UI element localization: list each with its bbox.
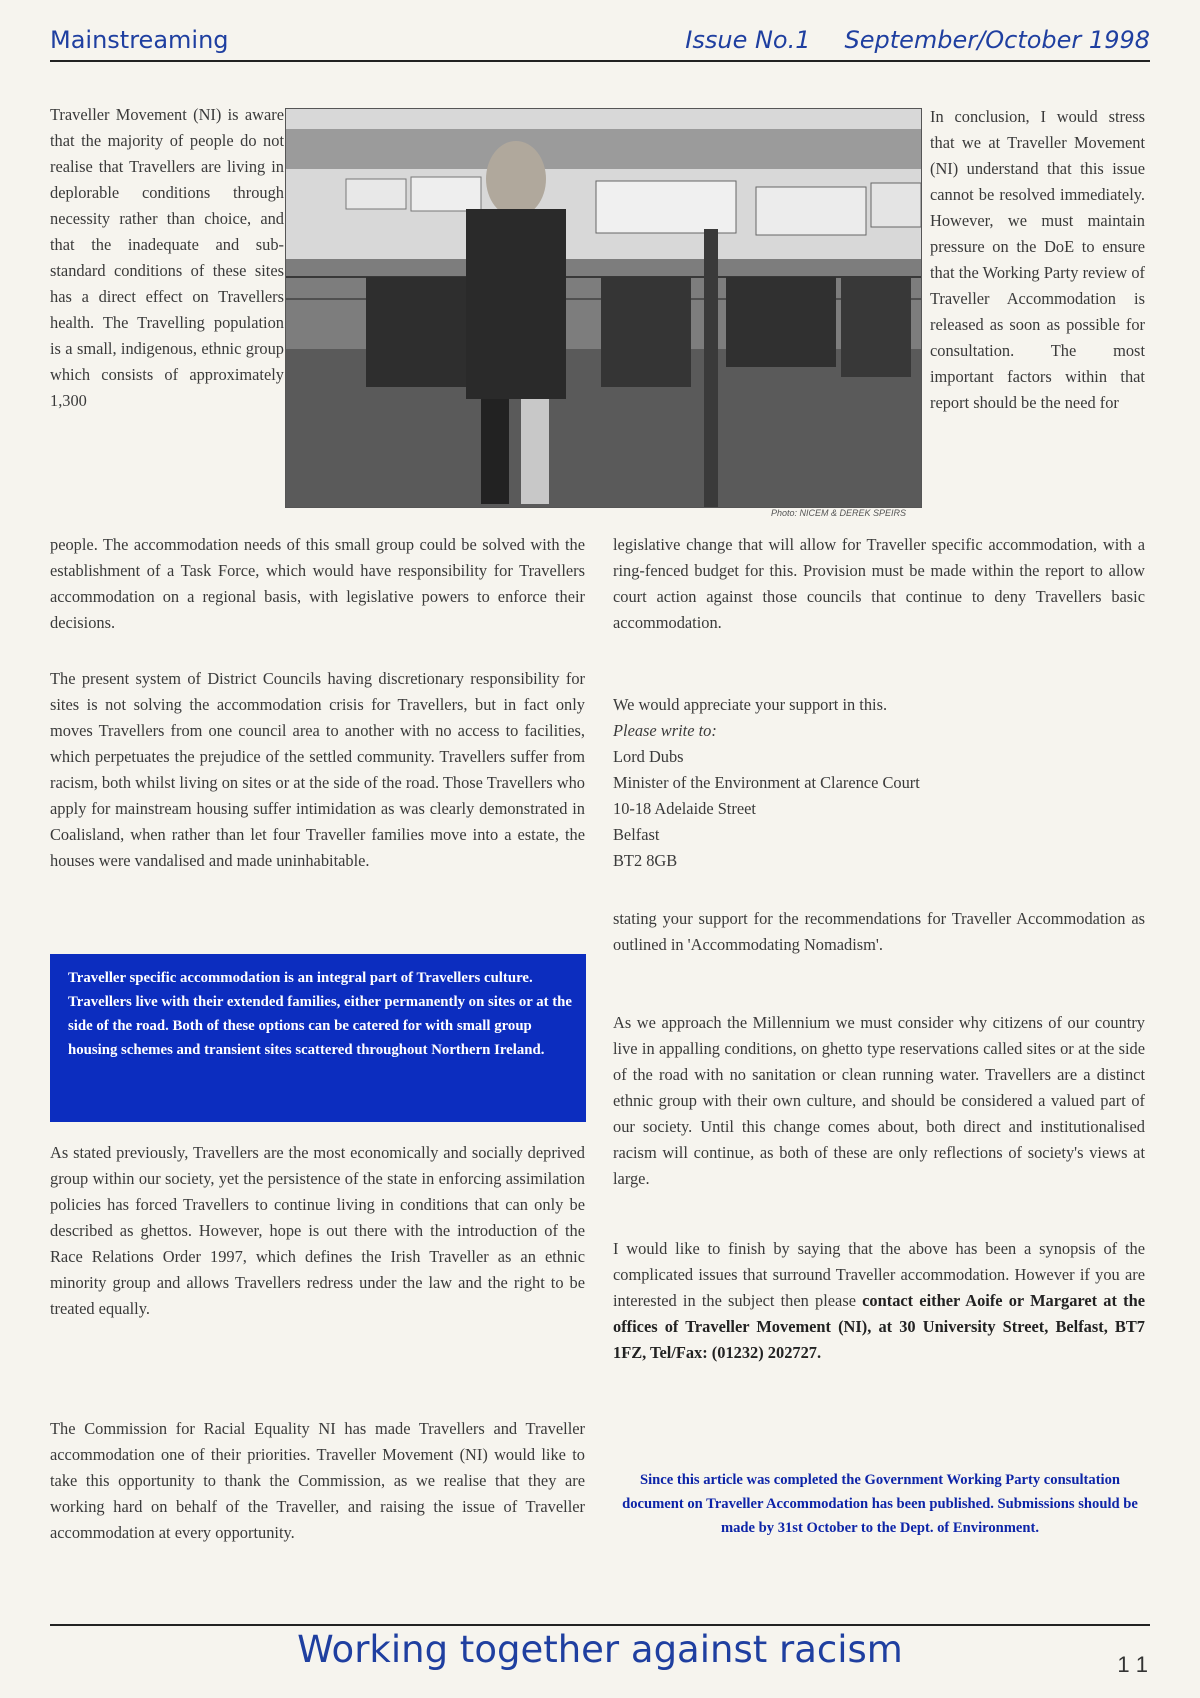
- address-line: 10-18 Adelaide Street: [613, 799, 756, 818]
- highlight-box: [50, 954, 586, 1122]
- commission-paragraph: The Commission for Racial Equality NI has made Travellers and Traveller accommodation one of their priorities. Traveller Movement (NI) would like to take this opportunity to thank the Commission, as we realise that they are working hard on behalf of the Traveller, and raising the issue of Traveller accommodation at every opportunity.: [50, 1419, 585, 1542]
- issue-date: September/October 1998: [844, 26, 1150, 54]
- footer-slogan: Working together against racism: [297, 1628, 903, 1671]
- address-line: Belfast: [613, 825, 660, 844]
- photo-caption: Photo: NICEM & DEREK SPEIRS: [770, 508, 906, 518]
- address-line: Lord Dubs: [613, 747, 684, 766]
- support-paragraph: stating your support for the recommendations for Traveller Accommodation as outlined in 'Accommodating Nomadism'.: [613, 909, 1145, 954]
- photo-illustration: [286, 109, 921, 507]
- write-to-line: Please write to:: [613, 721, 717, 740]
- address-block: [613, 692, 1145, 874]
- intro-left-continuation: people. The accommodation needs of this small group could be solved with the establishment of a Task Force, which would have responsibility for Travellers accommodation on a regional basis, with legislative powers to enforce their decisions.: [50, 535, 585, 632]
- page-header: [50, 22, 1150, 62]
- address-line: Minister of the Environment at Clarence Court: [613, 773, 920, 792]
- intro-left-text: Traveller Movement (NI) is aware that the majority of people do not realise that Travellers are living in deplorable conditions through necessity rather than choice, and that the inadequate and sub-standard conditions of these sites has a direct effect on Travellers health. The Travelling population is a small, indigenous, ethnic group which consists of approximately 1,300: [50, 105, 284, 410]
- page-number: 1 1: [1117, 1652, 1148, 1677]
- section-title: Mainstreaming: [50, 26, 229, 54]
- traveller-site-photo: [285, 108, 922, 508]
- issue-number: Issue No.1: [685, 26, 811, 54]
- highlight-text: Traveller specific accommodation is an integral part of Travellers culture. Travellers live with their extended families, either permanently on sites or at the side of the road. Both of these options can be catered for with small group housing schemes and transient sites scattered throughout Northern Ireland.: [68, 970, 572, 1058]
- footer-divider: [50, 1624, 1150, 1626]
- intro-right-text: In conclusion, I would stress that we at Traveller Movement (NI) understand that this issue cannot be resolved immediately. However, we must maintain pressure on the DoE to ensure that the Working Party review of Traveller Accommodation is released as soon as possible for consultation. The most important factors within that report should be the need for: [930, 107, 1145, 412]
- race-relations-paragraph: As stated previously, Travellers are the most economically and socially deprived group within our society, yet the persistence of the state in enforcing assimilation policies has forced Travellers to continue living in conditions that can only be described as ghettos. However, hope is out there with the introduction of the Race Relations Order 1997, which defines the Irish Traveller as an ethnic minority group and allows Travellers redress under the law and the right to be treated equally.: [50, 1143, 585, 1318]
- address-line: BT2 8GB: [613, 851, 678, 870]
- issue-info: [685, 26, 1150, 54]
- contact-lead-text: I would like to finish by saying that the above has been a synopsis of the complicated issues that surround Traveller accommodation. However if you are interested in the subject then please: [613, 1239, 1145, 1310]
- contact-paragraph: [613, 1236, 1145, 1366]
- millennium-paragraph: As we approach the Millennium we must consider why citizens of our country live in appalling conditions, on ghetto type reservations called sites or at the side of the road with no sanitation or clean running water. Travellers are a distinct ethnic group with their own culture, and should be considered a valued part of our society. Until this change comes about, both direct and institutionalised racism will continue, as both of these are only reflections of society's views at large.: [613, 1013, 1145, 1188]
- update-note: Since this article was completed the Government Working Party consultation document on Traveller Accommodation has been published. Submissions should be made by 31st October to the Dept. of Environment.: [622, 1472, 1138, 1536]
- intro-right-continuation: legislative change that will allow for Traveller specific accommodation, with a ring-fenced budget for this. Provision must be made within the report to allow court action against those councils that continue to deny Travellers basic accommodation.: [613, 535, 1145, 632]
- appeal-line: We would appreciate your support in this.: [613, 695, 888, 714]
- district-councils-paragraph: The present system of District Councils having discretionary responsibility for sites is not solving the accommodation crisis for Travellers, but in fact only moves Travellers from one council area to another with no access to facilities, which perpetuates the prejudice of the settled community. Travellers suffer from racism, both whilst living on sites or at the side of the road. Those Travellers who apply for mainstream housing suffer intimidation as was clearly demonstrated in Coalisland, when rather than let four Traveller families move into a estate, the houses were vandalised and made uninhabitable.: [50, 669, 585, 870]
- contact-details: contact either Aoife or Margaret at the offices of Traveller Movement (NI), at 30 University Street, Belfast, BT7 1FZ, Tel/Fax: (01232) 202727.: [613, 1291, 1145, 1362]
